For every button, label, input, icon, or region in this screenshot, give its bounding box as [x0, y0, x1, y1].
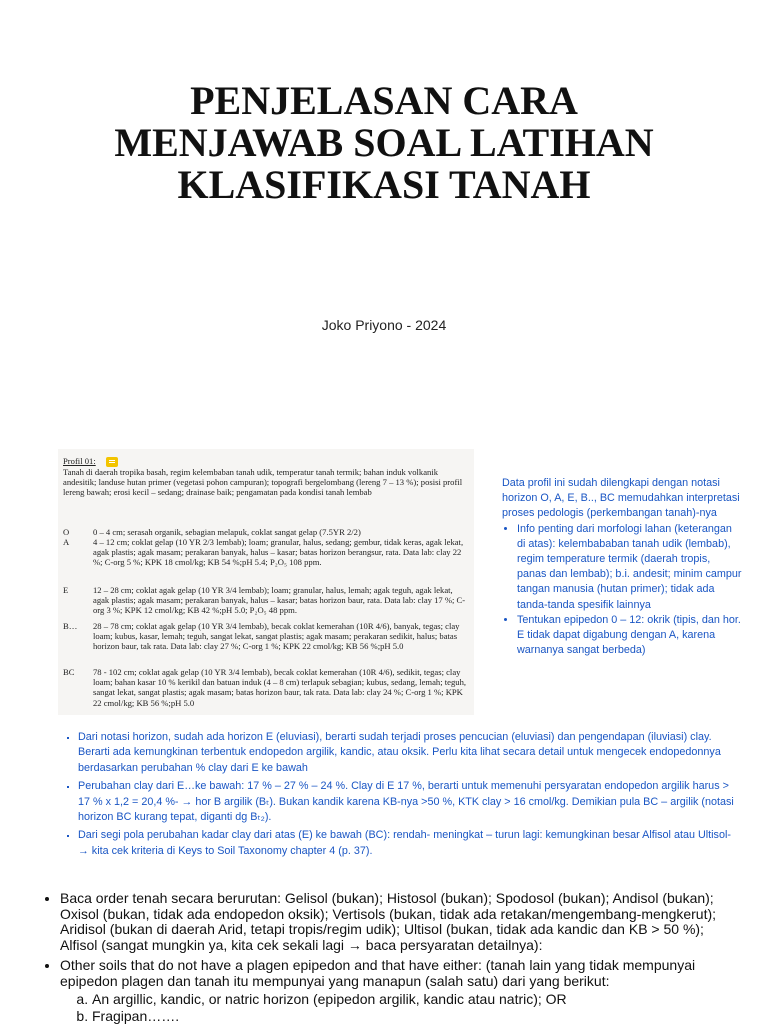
explanation-item: ▪ Dari notasi horizon, sudah ada horizon E (eluviasi), berarti sudah terjadi proses pencucian (eluviasi) dan pengendapan (iluviasi) clay. Berarti ada kemungkinan terbentuk endopedon argilik, kandic, atau oksik. Perlu kita lihat secara detail untuk mengecek endopedonnya berdasarkan perubahan % clay dari E ke bawah — [78, 730, 738, 776]
explanation-bullets — [58, 730, 738, 862]
right-note-item: • Info penting dari morfologi lahan (keterangan di atas): kelembababan tanah udik (lembab), regim temperature termik (daerah tropis, panas dan lembab); b.i. andesit; minim campur tangan manusia (hutan primer); tidak ada tanda-tanda spesifik lainnya — [517, 522, 742, 613]
order-item-text: Other soils that do not have a plagen epipedon and that have either: (tanah lain yang tidak mempunyai epipedon plagen dan tanah itu mempunyai yang manapun (salah satu) dari yang berikut: — [60, 957, 696, 989]
profile-scan-image — [58, 449, 474, 715]
horizon-label: B… — [63, 621, 78, 631]
horizon-label: O — [63, 527, 70, 537]
explanation-item: ▪ Dari segi pola perubahan kadar clay dari atas (E) ke bawah (BC): rendah- meningkat – turun lagi: kemungkinan besar Alfisol atau Ultisol- → kita cek kriteria di Keys to Soil Taxonomy chapter 4 (p. 37). — [78, 828, 738, 859]
right-note-item: • Tentukan epipedon 0 – 12: okrik (tipis, dan hor. E tidak dapat digabung dengan A, karena warnanya sangat berbeda) — [517, 613, 742, 659]
horizon-text: 12 – 28 cm; coklat agak gelap (10 YR 3/4 lembab); loam; granular, halus, lemah; agak teguh, agak lekat, agak plastis; agak masam; perakaran banyak, halus – kasar; batas horizon baur, rata. Data lab: clay 17 %; C-org 3 %; KPK 12 cmol/kg; KB 42 %;pH 5.0; P₂O₅ 48 ppm. — [93, 585, 466, 616]
profile-intro: Tanah di daerah tropika basah, regim kelembaban tanah udik, temperatur tanah termik; bahan induk volkanik andesitik; landuse hutan primer (vegetasi pohon campuran); topografi bergelombang (lereng 7 – 13 %); posisi profil lereng bawah; erosi kecil – sedang; drainase baik; pengamatan pada kondisi tanah lembab — [63, 467, 463, 498]
right-note-list — [502, 522, 742, 659]
title-line-2: MENJAWAB SOAL LATIHAN — [114, 120, 654, 165]
title-line-1: PENJELASAN CARA — [190, 78, 578, 123]
profile-heading-row — [63, 456, 118, 467]
order-item: • Baca order tenah secara berurutan: Gelisol (bukan); Histosol (bukan); Spodosol (bukan); Andisol (bukan); Oxisol (bukan, tidak ada endopedon oksik); Vertisols (bukan, tidak ada retakan/mengembang-mengkerut); Aridisol (bukan di daerah Arid, tetapi tropis/regim udik); Ultisol (bukan, tidak ada kandic dan KB > 50 %); Alfisol (sangat mungkin ya, kita cek sekali lagi → baca persyaratan detailnya): — [60, 891, 744, 953]
order-item — [60, 958, 744, 1024]
order-bullets — [44, 891, 744, 1030]
horizon-text: 4 – 12 cm; coklat gelap (10 YR 2/3 lembab); loam; granular, halus, sedang; gembur, tidak keras, agak lekat, agak plastis; agak masam; perakaran banyak, halus – kasar; batas horizon berangsur, rata. Data lab: clay 22 %; C-org 5 %; KPK 18 cmol/kg; KB 54 %;pH 5.4; P₂O₅ 108 ppm. — [93, 537, 464, 568]
explanation-item: ▪ Perubahan clay dari E…ke bawah: 17 % – 27 % – 24 %. Clay di E 17 %, berarti untuk memenuhi persyaratan endopedon argilik harus > 17 % x 1,2 = 20,4 %- → hor B argilik (Bₜ). Bukan kandik karena KB-nya >50 %, KTK clay > 16 cmol/kg. Demikian pula BC – argilik (notasi horizon BC kurang tepat, diganti dg Bₜ₂). — [78, 779, 738, 825]
horizon-label: E — [63, 585, 69, 595]
profile-heading: Profil 01: — [63, 456, 96, 466]
horizon-text: 28 – 78 cm; coklat agak gelap (10 YR 3/4 lembab), becak coklat kemerahan (10R 4/6), banyak, tegas; clay loam; kubus, kasar, lemah; teguh, sangat lekat, sangat plastis; agak masam; perakaran sedikit, halus; batas horizon baur, tak rata. Data lab: clay 27 %; C-org 1 %; KPK 22 cmol/kg; KB 56 %;pH 5.0 — [93, 621, 460, 652]
horizon-text: 78 - 102 cm; coklat agak gelap (10 YR 3/4 lembab), becak coklat kemerahan (10R 4/6), sedikit, tegas; clay loam; bahan kasar 10 % kerikil dan batuan induk (4 – 8 cm) terlapuk sebagian; kubus, sedang, lemah; teguh, sangat lekat, sangat plastis; agak masam; batas horizon baur, tak rata. Data lab: clay 24 %; C-org 1 %; KPK 22 cmol/kg; KB 56 %;pH 5.0 — [93, 667, 467, 708]
author-line: Joko Priyono - 2024 — [321, 317, 447, 333]
horizon-text: 0 – 4 cm; serasah organik, sebagian melapuk, coklat sangat gelap (7.5YR 2/2) — [93, 527, 361, 537]
horizon-label: BC — [63, 667, 75, 677]
criteria-list — [60, 992, 744, 1025]
right-note-intro: Data profil ini sudah dilengkapi dengan notasi horizon O, A, E, B.., BC memudahkan interpretasi proses pedologis (perkembangan tanah)-nya — [502, 477, 740, 520]
right-note — [502, 476, 742, 658]
page-title — [0, 80, 768, 206]
horizon-label: A — [63, 537, 70, 547]
title-line-3: KLASIFIKASI TANAH — [177, 162, 591, 207]
criteria-item: a. An argillic, kandic, or natric horizon (epipedon argilik, kandic atau natric); OR — [92, 992, 744, 1008]
criteria-item: b. Fragipan……. — [92, 1009, 744, 1025]
comment-note-icon[interactable] — [106, 457, 118, 467]
